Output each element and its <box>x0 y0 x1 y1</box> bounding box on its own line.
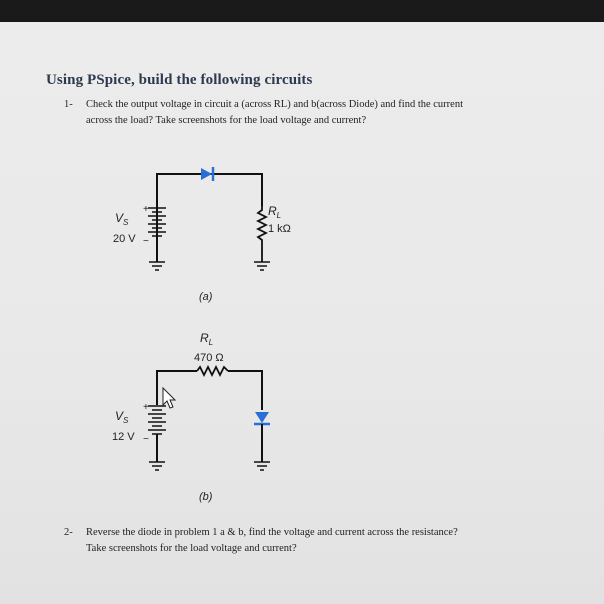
circuit-a-plus-sign: + <box>143 204 149 215</box>
circuit-b <box>112 331 270 503</box>
circuit-b-source-value: 12 V <box>112 431 135 443</box>
circuit-b-battery-icon <box>148 406 166 434</box>
mouse-cursor-icon <box>163 388 175 408</box>
circuit-b-resistor-label: $R_L$ <box>200 331 214 347</box>
circuit-a-resistor-label: $R_L$ <box>268 204 282 220</box>
question-2-text-line-2: Take screenshots for the load voltage and current? <box>86 543 297 554</box>
question-1-text-line-2: across the load? Take screenshots for the load voltage and current? <box>86 115 367 126</box>
question-1-text-line-1: Check the output voltage in circuit a (across RL) and b(across Diode) and find the current <box>86 99 464 110</box>
circuit-a-minus-sign: − <box>143 236 149 247</box>
circuit-a-resistor-value: 1 kΩ <box>268 223 291 235</box>
circuit-b-caption: (b) <box>199 491 213 503</box>
question-2-number: 2- <box>64 527 73 538</box>
circuit-b-resistor-icon <box>197 367 228 375</box>
circuit-a-source-label: $V_S$ <box>115 211 129 227</box>
circuit-b-ground-right-icon <box>254 462 270 470</box>
circuit-b-ground-left-icon <box>149 462 165 470</box>
circuit-a-ground-right-icon <box>254 262 270 270</box>
circuit-a-source-value: 20 V <box>113 233 136 245</box>
circuit-a-diode-icon <box>201 167 213 181</box>
circuit-b-diode-icon <box>254 412 270 424</box>
circuit-a <box>113 167 291 303</box>
circuit-b-wire-top-right <box>228 371 262 410</box>
circuit-b-minus-sign: − <box>143 434 149 445</box>
circuit-a-ground-left-icon <box>149 262 165 270</box>
circuit-a-caption: (a) <box>199 291 213 303</box>
question-2-text-line-1: Reverse the diode in problem 1 a & b, find the voltage and current across the resistance? <box>86 527 458 538</box>
page-title: Using PSpice, build the following circuits <box>46 72 313 88</box>
circuit-b-resistor-value: 470 Ω <box>194 352 224 364</box>
circuit-a-wire-top <box>157 174 262 237</box>
circuit-b-source-label: $V_S$ <box>115 409 129 425</box>
question-1-number: 1- <box>64 99 73 110</box>
circuit-b-plus-sign: + <box>143 402 149 413</box>
circuit-a-resistor-icon <box>258 206 266 262</box>
